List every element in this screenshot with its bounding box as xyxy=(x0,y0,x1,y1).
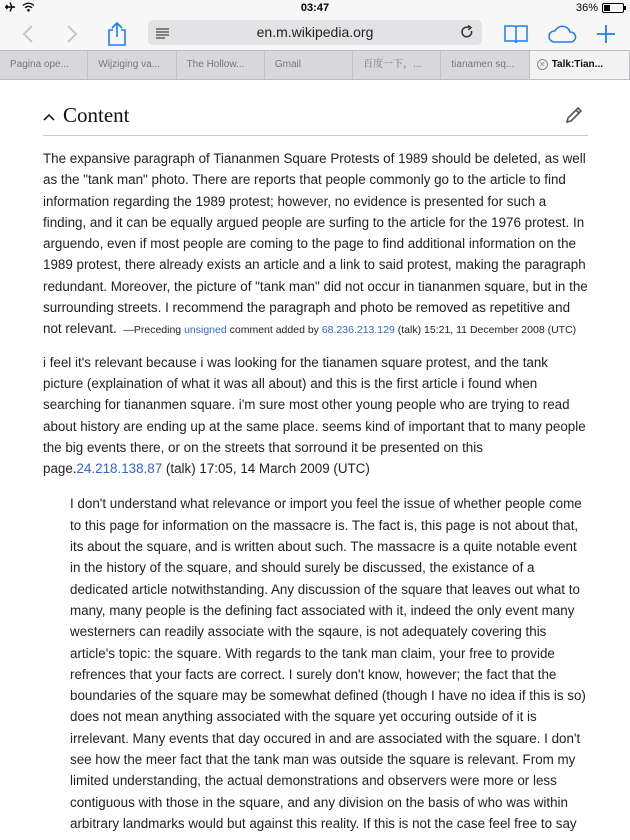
tab-2[interactable]: Wijziging va... xyxy=(88,51,176,79)
chevron-right-icon xyxy=(66,24,78,44)
back-button[interactable] xyxy=(16,17,40,50)
sig-suffix: (talk) 15:21, 11 December 2008 (UTC) xyxy=(397,324,577,337)
sig-prefix: —Preceding xyxy=(123,324,182,337)
forward-button[interactable] xyxy=(60,17,84,50)
share-button[interactable] xyxy=(104,17,130,50)
sig-mid: comment added by xyxy=(229,324,319,337)
cloud-icon xyxy=(547,24,577,44)
comment-2-text: i feel it's relevant because i was looking for the tianamen square protest, and the tank picture (explaination of what it was all about) and this is the first article i found when searching for tiananmen square. i'm sure most other young people who are trying to read about history are ending up at the same place. seems kind of important that to many people the big events there, or on the streets that sorround it be presented on this page. xyxy=(43,354,586,477)
chevron-left-icon xyxy=(22,24,34,44)
address-bar[interactable] xyxy=(148,20,482,45)
section-title: Content xyxy=(63,103,130,127)
comment-2 xyxy=(43,352,588,480)
plus-icon xyxy=(596,24,616,44)
pencil-icon[interactable] xyxy=(564,105,584,130)
status-bar xyxy=(0,0,630,17)
battery-icon xyxy=(602,3,624,13)
talk-content xyxy=(43,80,588,834)
book-icon xyxy=(504,24,528,44)
reload-icon[interactable] xyxy=(460,25,474,44)
comment-1-text: The expansive paragraph of Tiananmen Square Protests of 1989 should be deleted, as well as the "tank man" photo. There are reports that people commonly go to the article to find information regarding the 1989 protest; however, no evidence is presented for such a finding, and it can be equally argued people are surfing to the article for the 1976 protest. In arguendo, even if most people are coming to the page to find additional information on the 1989 protest, there already exists an article and a link to said protest, making the paragraph redundant. Moreover, the picture of "tank man" did not occur in tiananmen square, but in the surrounding streets. I recommend the paragraph and photo be removed as repetitive and not relevant. xyxy=(43,151,588,337)
comment-3-text: I don't understand what relevance or import you feel the issue of whether people come to this page for information on the massacre is. The fact is, this page is not about that, its about the square, and is written about such. The massacre is a quite notable event in the history of the square, and should surely be discussed, the existance of a dedicated article notwithstanding. Any discussion of the square that leaves out what to many, many people is the defining fact associated with it, indeed the only event many westerners can readily associate with the sqaure, is not adequately covering this article's topic: the square. With regards to the tank man claim, your free to provide refrences that your facts are correct. I surely don't know, however; the fact that the boundaries of the square may be somewhat defined (though I have no idea if this is so) does not mean anything associated with the square yet occuring outside of it is irrelevant. Many events that day occured in and are associated with the square. I don't see how the meer fact that the tank man was outside the square is relevant. From my limited understanding, the actual demonstrations and observers were more or less contiguous with those in the square, and any division on the basis of who was within arbitrary landmarks would but against this reality. If this is not the case feel free to say xyxy=(70,496,586,831)
tab-1[interactable]: Pagina ope... xyxy=(0,51,88,79)
tab-strip xyxy=(0,50,630,80)
section-header[interactable] xyxy=(43,80,588,136)
comment-3 xyxy=(70,493,588,834)
comment-1 xyxy=(43,148,588,342)
close-tab-icon[interactable]: ✕ xyxy=(537,59,548,70)
tab-7-active[interactable] xyxy=(530,51,630,79)
browser-toolbar xyxy=(0,17,630,50)
new-tab-button[interactable] xyxy=(594,17,618,50)
battery-percent: 36% xyxy=(575,2,598,14)
comment-1-signature xyxy=(120,324,576,336)
tab-3[interactable]: The Hollow... xyxy=(177,51,265,79)
bookmarks-button[interactable] xyxy=(502,17,530,50)
tab-5[interactable]: 百度一下，... xyxy=(353,51,441,79)
url-text: en.m.wikipedia.org xyxy=(256,24,374,40)
share-icon xyxy=(107,22,127,46)
tab-6[interactable]: tianamen sq... xyxy=(441,51,529,79)
unsigned-link[interactable]: unsigned xyxy=(184,324,227,337)
tab-4[interactable]: Gmail xyxy=(265,51,353,79)
tab-7-label: Talk:Tian... xyxy=(551,59,603,70)
icloud-tabs-button[interactable] xyxy=(546,17,578,50)
status-right xyxy=(576,2,624,14)
chevron-up-icon[interactable] xyxy=(43,108,55,126)
status-time: 03:47 xyxy=(300,2,330,14)
battery-fill xyxy=(604,5,610,11)
comment-2-suffix: (talk) 17:05, 14 March 2009 (UTC) xyxy=(165,461,370,477)
ip-link-1[interactable]: 68.236.213.129 xyxy=(321,324,395,337)
ip-link-2[interactable]: 24.218.138.87 xyxy=(76,461,163,477)
